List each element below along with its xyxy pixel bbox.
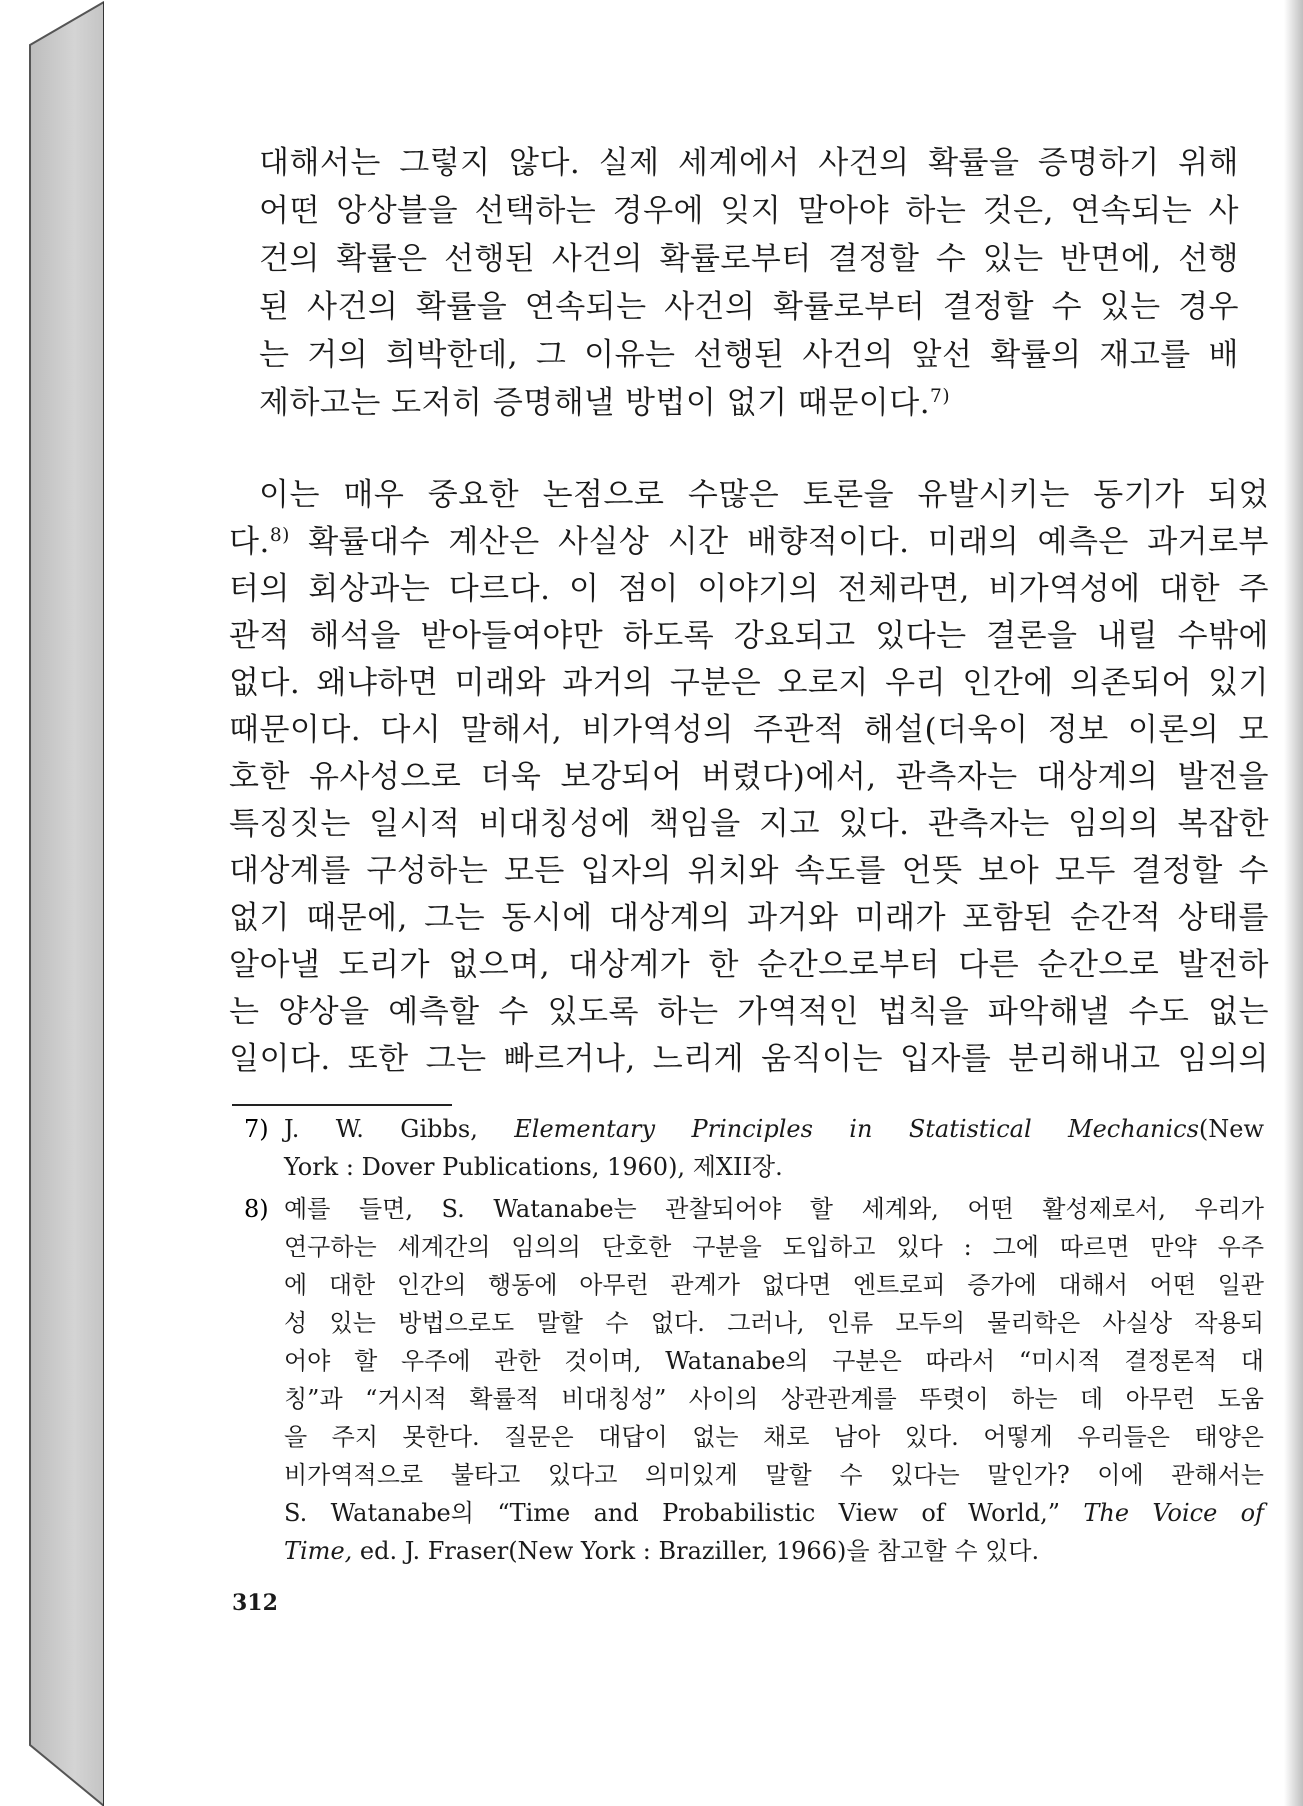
footnote-title: Time, [284, 1537, 353, 1565]
quote-line-text: 제하고는 도저히 증명해낼 방법이 없기 때문이다. [259, 385, 931, 421]
footnote-line: 에 대한 인간의 행동에 아무런 관계가 없다면 엔트로피 증가에 대해서 어떤 일관 [284, 1271, 1264, 1299]
footnote-divider [232, 1104, 452, 1106]
body-line: 때문이다. 다시 말해서, 비가역성의 주관적 해설(더욱이 정보 이론의 모 [229, 712, 1269, 748]
quote-line-last [259, 380, 1239, 426]
quote-line: 된 사건의 확률을 연속되는 사건의 확률로부터 결정할 수 있는 경우 [259, 289, 1239, 325]
footnote-line: York : Dover Publications, 1960), 제XII장. [284, 1153, 783, 1181]
footnote-line: 을 주지 못한다. 질문은 대답이 없는 채로 남아 있다. 어떻게 우리들은 태양은 [284, 1423, 1264, 1451]
footnote-line [284, 1532, 1264, 1570]
body-line: 관적 해석을 받아들여야만 하도록 강요되고 있다는 결론을 내릴 수밖에 [229, 618, 1269, 654]
footnote-line [284, 1110, 1264, 1148]
body-line: 없다. 왜냐하면 미래와 과거의 구분은 오로지 우리 인간에 의존되어 있기 [229, 665, 1269, 701]
body-line: 없기 때문에, 그는 동시에 대상계의 과거와 미래가 포함된 순간적 상태를 [229, 900, 1269, 936]
footnote-text: S. Watanabe의 “Time and Probabilistic View of World,” [284, 1499, 1060, 1527]
footnote-line [284, 1494, 1264, 1532]
footnote-line: 칭”과 “거시적 확률적 비대칭성” 사이의 상관관계를 뚜렷이 하는 데 아무런 도움 [284, 1385, 1264, 1413]
body-line: 터의 회상과는 다르다. 이 점이 이야기의 전체라면, 비가역성에 대한 주 [229, 571, 1269, 607]
footnote-line: 성 있는 방법으로도 말할 수 없다. 그러나, 인류 모두의 물리학은 사실상 작용되 [284, 1309, 1264, 1337]
footnote-line: 연구하는 세계간의 임의의 단호한 구분을 도입하고 있다 : 그에 따르면 만약 우주 [284, 1233, 1264, 1261]
body-line-rest: 확률대수 계산은 사실상 시간 배향적이다. 미래의 예측은 과거로부 [289, 524, 1269, 560]
footnote-ref-7: 7) [930, 385, 951, 407]
body-line: 알아낼 도리가 없으며, 대상계가 한 순간으로부터 다른 순간으로 발전하 [229, 947, 1269, 983]
footnote-line: 비가역적으로 불타고 있다고 의미있게 말할 수 있다는 말인가? 이에 관해서는 [284, 1461, 1264, 1489]
footnote-title: Elementary Principles in Statistical Mechanics [514, 1115, 1199, 1143]
body-line: 일이다. 또한 그는 빠르거나, 느리게 움직이는 입자를 분리해내고 임의의 [229, 1041, 1269, 1077]
body-line: 특징짓는 일시적 비대칭성에 책임을 지고 있다. 관측자는 임의의 복잡한 [229, 806, 1269, 842]
quote-line: 는 거의 희박한데, 그 이유는 선행된 사건의 앞선 확률의 재고를 배 [259, 337, 1239, 373]
book-page [104, 0, 1282, 1806]
footnote-line: 예를 들면, S. Watanabe는 관찰되어야 할 세계와, 어떤 활성제로서, 우리가 [284, 1195, 1264, 1223]
quote-line: 건의 확률은 선행된 사건의 확률로부터 결정할 수 있는 반면에, 선행 [259, 241, 1239, 277]
body-line-start: 다. [229, 524, 270, 560]
footnote-title: The Voice of [1083, 1499, 1264, 1527]
quote-line: 대해서는 그렇지 않다. 실제 세계에서 사건의 확률을 증명하기 위해 [259, 145, 1239, 181]
footnote-number: 7) [244, 1115, 269, 1143]
footnote-text: (New [1198, 1115, 1265, 1143]
body-line: 호한 유사성으로 더욱 보강되어 버렸다)에서, 관측자는 대상계의 발전을 [229, 759, 1269, 795]
footnote-ref-8: 8) [269, 524, 290, 546]
body-line: 는 양상을 예측할 수 있도록 하는 가역적인 법칙을 파악해낼 수도 없는 [229, 994, 1269, 1030]
body-line-with-note [229, 519, 1269, 565]
page-number: 312 [232, 1590, 278, 1616]
body-line: 이는 매우 중요한 논점으로 수많은 토론을 유발시키는 동기가 되었 [259, 477, 1269, 513]
footnote-number: 8) [244, 1195, 269, 1223]
body-line: 대상계를 구성하는 모든 입자의 위치와 속도를 언뜻 보아 모두 결정할 수 [229, 853, 1269, 889]
footnote-author: J. W. Gibbs, [284, 1115, 478, 1143]
footnote-text: ed. J. Fraser(New York : Braziller, 1966)을 참고할 수 있다. [359, 1537, 1040, 1565]
footnote-line: 어야 할 우주에 관한 것이며, Watanabe의 구분은 따라서 “미시적 결정론적 대 [284, 1347, 1264, 1375]
quote-line: 어떤 앙상블을 선택하는 경우에 잊지 말아야 하는 것은, 연속되는 사 [259, 193, 1239, 229]
